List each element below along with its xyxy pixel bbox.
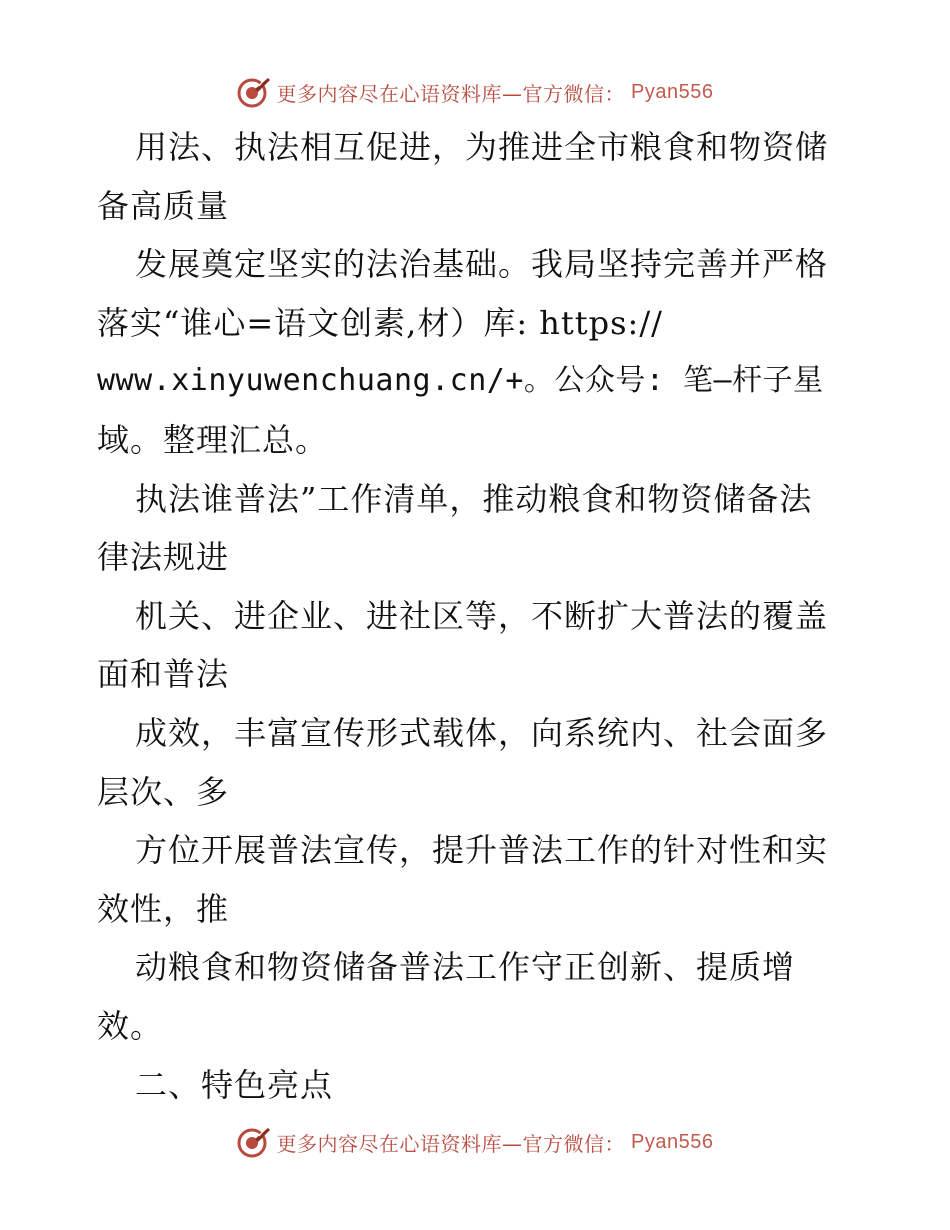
header-watermark: [0, 72, 950, 112]
body-line: 执法谁普法”工作清单，推动粮食和物资储备法: [135, 479, 813, 518]
section-heading: 二、特色亮点: [135, 1065, 334, 1104]
body-line: 用法、执法相互促进，为推进全市粮食和物资储: [135, 128, 829, 166]
watermark-handle: Pyan556: [631, 80, 714, 103]
document-body: [97, 118, 857, 1114]
body-line: 成效，丰富宣传形式载体，向系统内、社会面多: [135, 713, 829, 752]
pen-logo-icon: [237, 75, 271, 109]
footer-watermark: [0, 1122, 950, 1162]
body-line: 动粮食和物资储备普法工作守正创新、提质增: [135, 948, 796, 987]
body-line: 备高质量: [97, 186, 230, 225]
body-line: 面和普法: [97, 655, 230, 694]
body-line: 律法规进: [97, 538, 230, 577]
body-line-url: www.xinyuwenchuang.cn/+。公众号: 笔—杆子星: [97, 363, 824, 399]
watermark-text: 更多内容尽在心语资料库—官方微信：: [276, 1131, 626, 1156]
body-line: 方位开展普法宣传，提升普法工作的针对性和实: [135, 831, 829, 870]
body-line: 机关、进企业、进社区等，不断扩大普法的覆盖: [135, 596, 829, 635]
body-line: 落实“谁心=语文创素,材）库: https://: [97, 303, 663, 342]
body-line: 域。整理汇总。: [97, 420, 329, 459]
body-line: 效。: [97, 1006, 164, 1045]
body-line: 效性，推: [97, 889, 230, 928]
watermark-handle: Pyan556: [631, 1130, 714, 1153]
watermark-text: 更多内容尽在心语资料库—官方微信：: [276, 81, 626, 106]
body-line: 发展奠定坚实的法治基础。我局坚持完善并严格: [135, 245, 829, 284]
pen-logo-icon: [237, 1125, 271, 1159]
body-line: 层次、多: [97, 772, 230, 811]
